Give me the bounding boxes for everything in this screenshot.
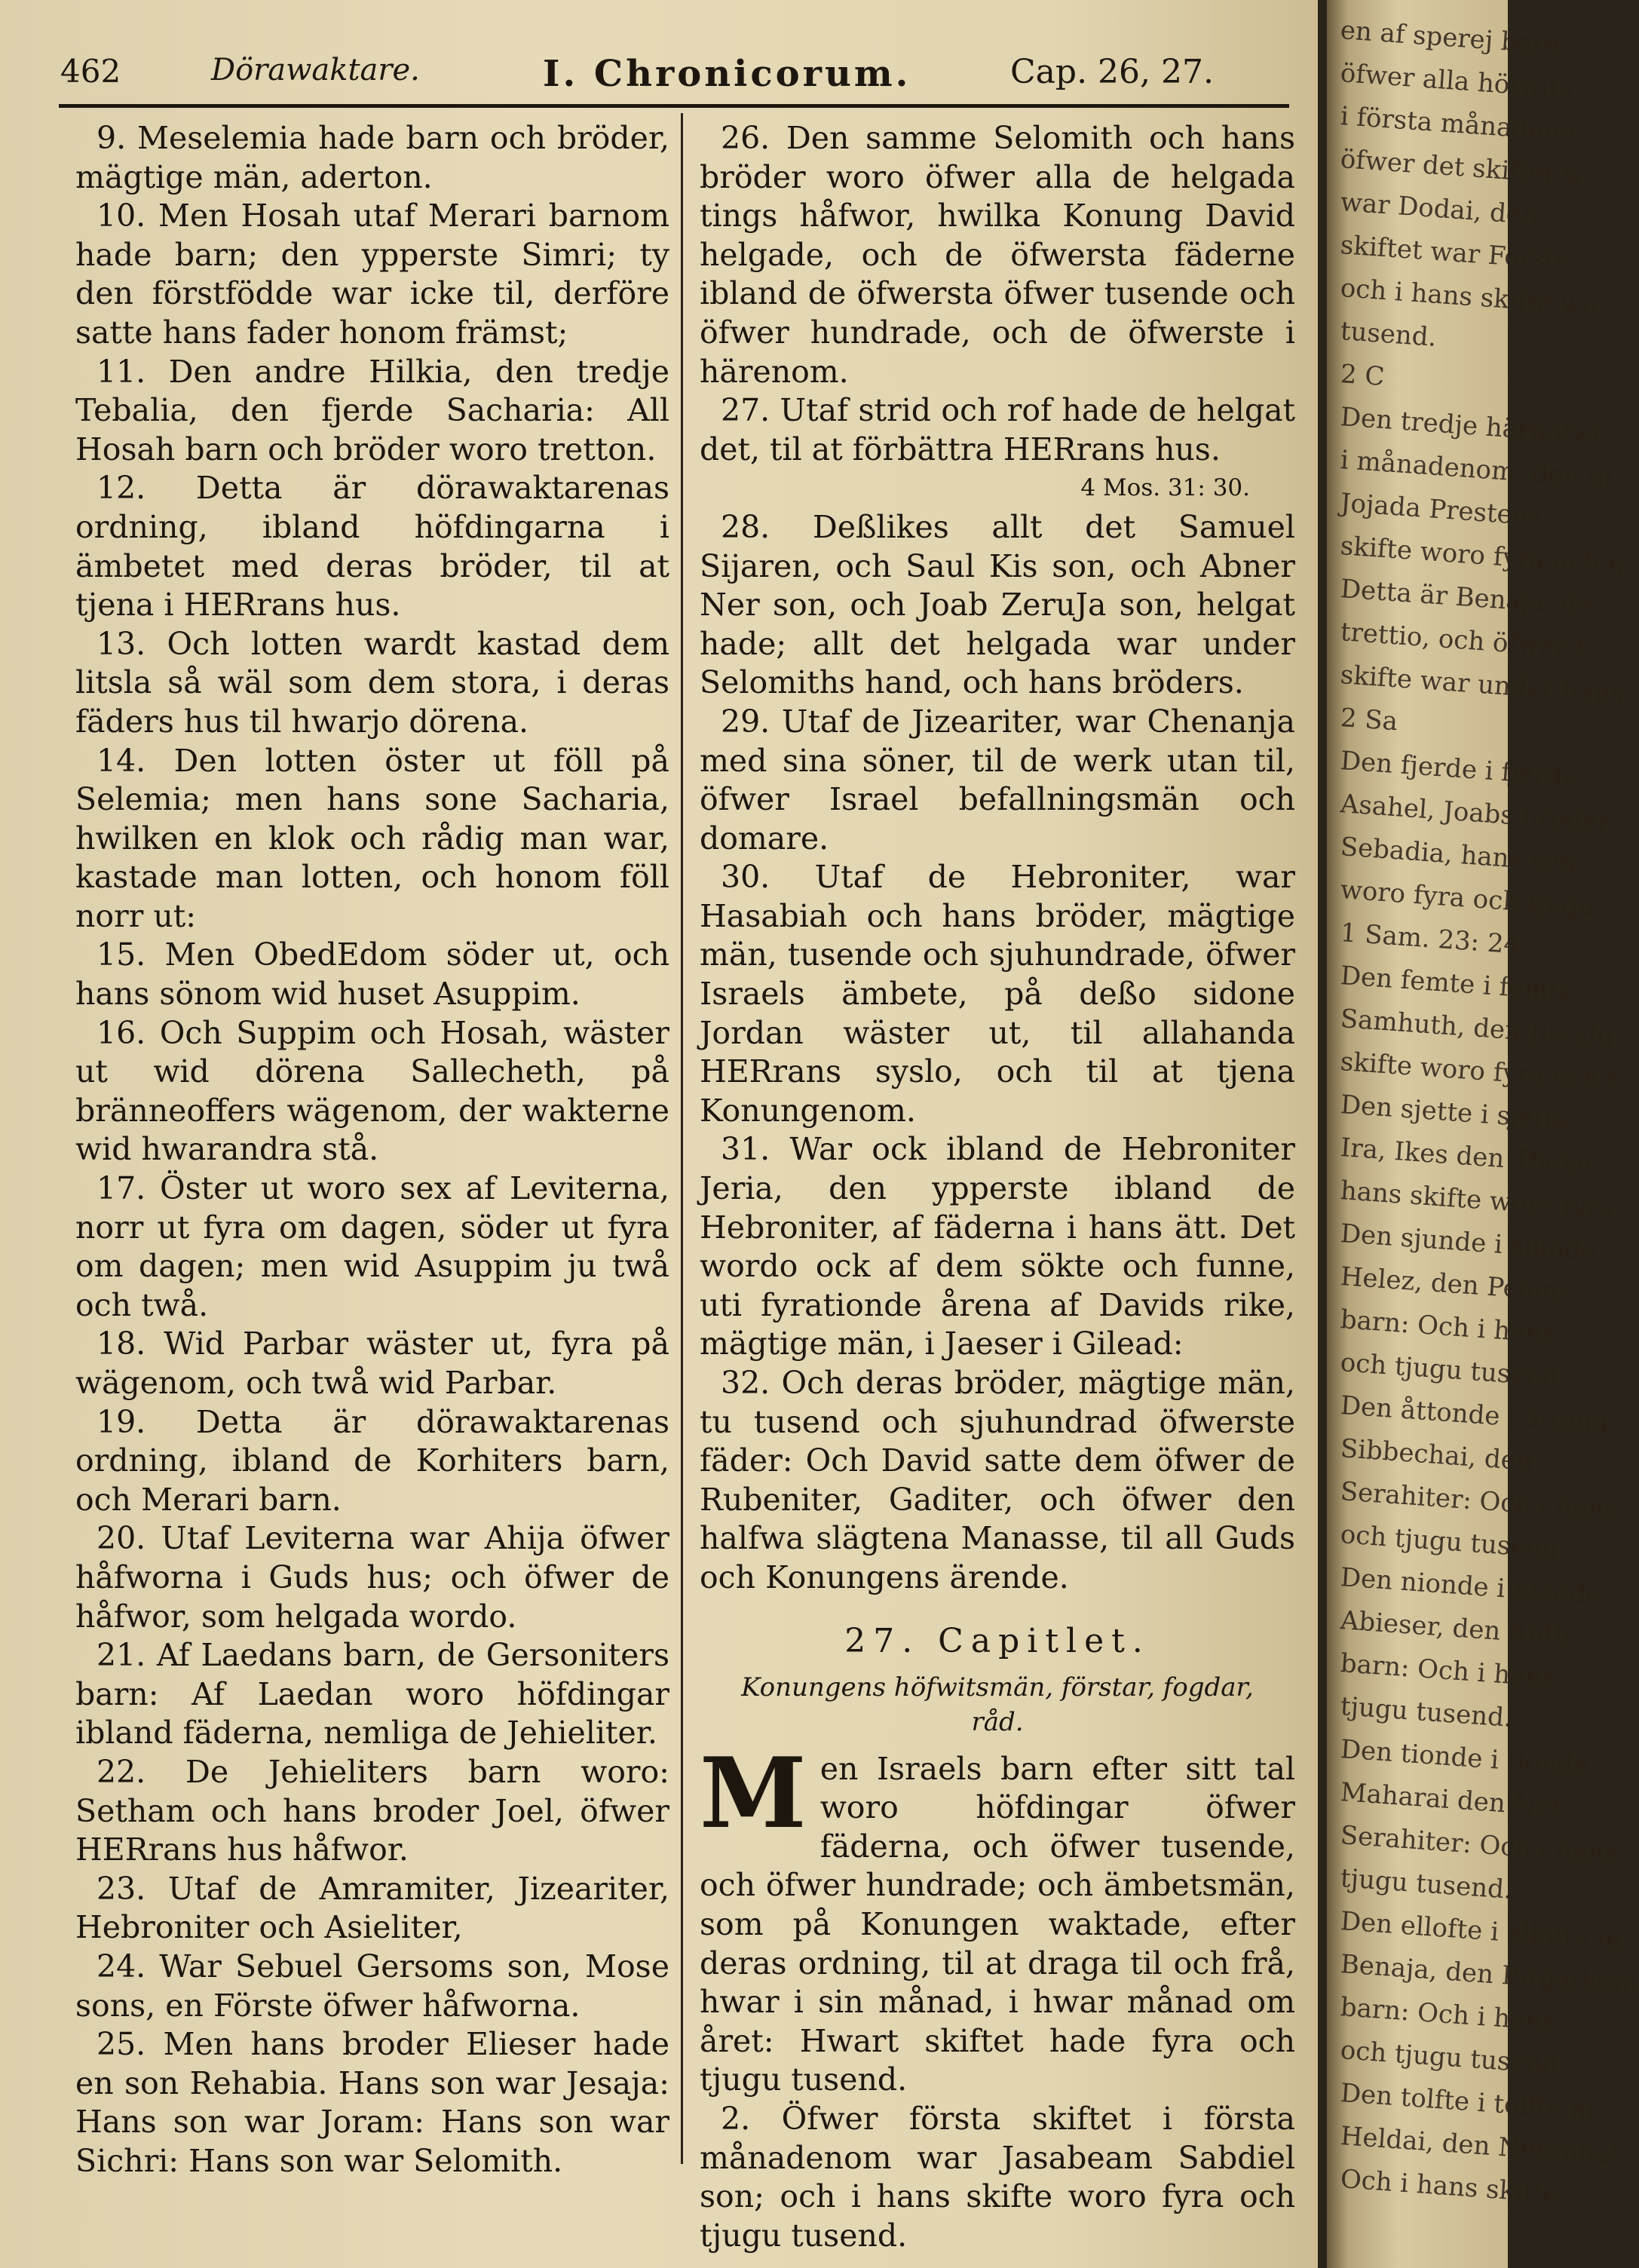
neighbor-text-line: Den tredje härhöfwi	[1339, 402, 1603, 451]
neighbor-text-line: Abieser, den Anth	[1339, 1605, 1572, 1652]
chapter-reference: Cap. 26, 27.	[1010, 53, 1214, 91]
neighbor-text-line: i första månadeno	[1339, 101, 1576, 148]
verse: 12. Detta är dörawaktarenas ordning, ibland höfdingarna i ämbetet med deras bröder, til at tjena i HERrans hus.	[75, 470, 669, 624]
verse: 27. Utaf strid och rof hade de helgat det, til at förbättra HERrans hus.	[700, 392, 1295, 467]
neighbor-text-line: och i hans skifte wo	[1339, 273, 1599, 321]
verse: 32. Och deras bröder, mägtige män, tu tusend och sjuhundrad öfwerste fäder: Och David satte dem öfwer de Rubeniter, Gaditer, och öfwer den halfwa slägtena Manasse, til all Guds och Konungens ärende.	[700, 1365, 1295, 1595]
neighbor-text-line: och tjugu tusend.	[1339, 1519, 1568, 1565]
neighbor-text-line: Jojada Prestens	[1339, 488, 1543, 532]
verse: 16. Och Suppim och Hosah, wäster ut wid dörena Sallecheth, på bränneoffers wägenom, der wakterne wid hwarandra stå.	[75, 1014, 669, 1168]
opening-text: en Israels barn efter sitt tal woro höfdingar öfwer fäderna, och öfwer tusende, och öfwer hundrade; och ämbetsmän, som på Konungen waktade, efter deras ordning, til at draga til och frå, hwar i sin månad, i hwar månad om året: Hwart skiftet hade fyra och tjugu tusend.	[700, 1750, 1295, 2098]
neighbor-text-line: Den tolfte i tolfte m	[1339, 2078, 1596, 2126]
right-column	[700, 119, 1295, 2255]
verse: 25. Men hans broder Elieser hade en son Rehabia. Hans son war Jesaja: Hans son war Joram: Hans son war Sichri: Hans son war Selomith.	[75, 2026, 669, 2179]
verse-2: 2. Öfwer första skiftet i första månadenom war Jasabeam Sabdiel son; och i hans skifte woro fyra och tjugu tusend.	[700, 2100, 1295, 2254]
verse: 26. Den samme Selomith och hans bröder woro öfwer alla de helgada tings håfwor, hwilka Konung David helgade, och de öfwersta fäderne ibland de öfwersta öfwer tusende och öfwer hundrade, och de öfwerste i härenom.	[700, 120, 1295, 390]
neighbor-text-line: skiftet war Förste	[1339, 230, 1572, 277]
verse: 31. War ock ibland de Hebroniter Jeria, den ypperste ibland de Hebroniter, af fäderna i hans ätt. Det wordo ock af dem sökte och funne, uti fyrationde årena af Davids rike, mägtige män, i Jaeser i Gilead:	[700, 1131, 1295, 1362]
verse: 13. Och lotten wardt kastad dem litsla så wäl som dem stora, i deras fäders hus til hwarjo dörena.	[75, 625, 669, 740]
verse: 17. Öster ut woro sex af Leviterna, norr ut fyra om dagen, söder ut fyra om dagen; men wid Asuppim ju twå och twå.	[75, 1170, 669, 1323]
neighbor-text-line: barn: Och i hans	[1339, 1304, 1556, 1350]
neighbor-text-line: Benaja, den Pirgathoni	[1339, 1949, 1639, 2000]
verse: 22. De Jehieliters barn woro: Setham och hans broder Joel, öfwer HERrans hus håfwor.	[75, 1753, 669, 1868]
verse: 21. Af Laedans barn, de Gersoniters barn: Af Laedan woro höfdingar ibland fäderna, nemliga de Jehieliter.	[75, 1637, 669, 1752]
verse: 11. Den andre Hilkia, den tredje Tebalia, den fjerde Sacharia: All Hosah barn och bröder woro tretton.	[75, 353, 669, 467]
neighbor-text-line: Heldai, den Netophat	[1339, 2121, 1621, 2171]
header-rule	[59, 104, 1289, 108]
verse: 30. Utaf de Hebroniter, war Hasabiah och hans bröder, mägtige män, tusende och sjuhundrade, öfwer Israels ämbete, på deßo sidone Jordan wäster ut, til allahanda HERrans syslo, och til at tjena Konungenom.	[700, 859, 1295, 1129]
neighbor-text-line: Serahiter: Och i hans	[1339, 1820, 1619, 1870]
neighbor-text-line: 1 Sam. 23: 24.	[1339, 918, 1530, 961]
verse: 15. Men ObedEdom söder ut, och hans sönom wid huset Asuppim.	[75, 936, 669, 1013]
neighbor-text-line: och tjugu tusend.	[1339, 2035, 1568, 2081]
neighbor-text-line: Den femte i femte	[1339, 961, 1575, 1007]
left-heading: Dörawaktare.	[211, 53, 420, 87]
verse: 24. War Sebuel Gersoms son, Mose sons, en Förste öfwer håfworna.	[75, 1948, 669, 2024]
neighbor-text-line: öfwer det skiftet w	[1339, 144, 1586, 192]
neighbor-text-line: woro fyra och tjugu	[1339, 875, 1596, 923]
neighbor-text-line: Den nionde i nionde	[1339, 1562, 1603, 1611]
verse: 18. Wid Parbar wäster ut, fyra på wägenom, och twå wid Parbar.	[75, 1326, 669, 1401]
drop-cap: M	[700, 1736, 807, 1850]
cross-reference: 4 Mos. 31: 30.	[1080, 474, 1250, 502]
neighbor-text-line: tjugu tusend.	[1339, 1863, 1514, 1905]
verses-26-27	[700, 119, 1295, 469]
verse: 23. Utaf de Amramiter, Jizeariter, Hebroniter och Asieliter,	[75, 1870, 669, 1946]
book-title: I. Chronicorum.	[543, 53, 911, 95]
neighbor-text-line: Detta är Benaja, de	[1339, 574, 1594, 622]
neighbor-text-line: tjugu tusend.	[1339, 1691, 1514, 1733]
neighbor-text-line: 2 Sa	[1339, 703, 1399, 737]
neighbor-text-line: öfwer alla höfwits	[1339, 58, 1574, 105]
neighbor-text-line: skifte war under hans	[1339, 660, 1625, 710]
neighbor-text-line: en af sperej barn	[1339, 15, 1563, 61]
neighbor-text-line: Sibbechai, den	[1339, 1433, 1534, 1477]
neighbor-text-line: Den tionde i tionde	[1339, 1734, 1590, 1782]
verses-28-32	[700, 508, 1295, 1598]
neighbor-text-line: Den åttonde i åttond	[1339, 1390, 1610, 1439]
neighbor-text-line: Ira, Ikes den Theko	[1339, 1132, 1593, 1181]
verse: 14. Den lotten öster ut föll på Selemia; men hans sone Sacharia, hwilken en klok och rådig man war, kastade man lotten, och honom föll norr ut:	[75, 742, 669, 934]
neighbor-text-line: Maharai den Net	[1339, 1777, 1563, 1823]
neighbor-text-line: Sebadia, hans son:	[1339, 832, 1585, 879]
neighbor-text-line: i månadenom, den öf	[1339, 445, 1614, 495]
neighbor-text-line: och tjugu tusend.	[1339, 1347, 1568, 1393]
neighbor-text-line: Den fjerde i fjerde	[1339, 746, 1579, 792]
neighbor-text-line: skifte woro fyra och tj	[1339, 531, 1627, 581]
neighbor-text-line: Den sjunde i sjunde	[1339, 1218, 1598, 1267]
verse: 28. Deßlikes allt det Samuel Sijaren, och Saul Kis son, och Abner Ner son, och Joab ZeruJa son, helgat hade; allt det helgada war under Selomiths hand, och hans bröders.	[700, 508, 1295, 701]
running-header	[53, 45, 1289, 98]
verse: 9. Meselemia hade barn och bröder, mägtige män, aderton.	[75, 120, 669, 195]
neighbor-text-line: Samhuth, den Jisrahi	[1339, 1004, 1615, 1053]
chapter-opening	[700, 1736, 1295, 2100]
neighbor-text-line: barn: Och i hans	[1339, 1648, 1556, 1693]
neighbor-text-line: barn: Och i hans	[1339, 1992, 1556, 2037]
neighbor-text-line: hans skifte woro fyra	[1339, 1175, 1616, 1225]
neighbor-text-line: war Dodai, den	[1339, 187, 1539, 231]
verse: 19. Detta är dörawaktarenas ordning, ibland de Korhiters barn, och Merari barn.	[75, 1403, 669, 1518]
neighbor-text-line: Serahiter: Och i hans	[1339, 1476, 1619, 1526]
column-divider	[681, 113, 683, 2164]
neighbor-text-line: Den sjette i sjette	[1339, 1090, 1570, 1136]
neighbor-text-line: Asahel, Joabs broder	[1339, 789, 1611, 838]
verse: 29. Utaf de Jizeariter, war Chenanja med sina söner, til de werk utan til, öfwer Israel befallningsmän och domare.	[700, 703, 1295, 857]
chapter-summary: Konungens höfwitsmän, förstar, fogdar, råd.	[741, 1672, 1254, 1737]
adjacent-page-edge	[1327, 0, 1639, 2268]
verse: 10. Men Hosah utaf Merari barnom hade barn; den ypperste Simri; ty den förstfödde war icke til, derföre satte hans fader honom främst;	[75, 198, 669, 351]
neighbor-text-line: Den ellofte i ellofte m	[1339, 1906, 1622, 1956]
neighbor-text-line: Och i hans skifte	[1339, 2164, 1559, 2210]
neighbor-text-line: 2 C	[1339, 359, 1386, 393]
left-column	[75, 119, 669, 2181]
neighbor-text-line: Helez, den Peloni	[1339, 1261, 1568, 1307]
page-number: 462	[60, 53, 121, 90]
neighbor-text-line: tusend.	[1339, 316, 1438, 353]
verse: 20. Utaf Leviterna war Ahija öfwer håfworna i Guds hus; och öfwer de håfwor, som helgada wordo.	[75, 1520, 669, 1635]
neighbor-text-line: trettio, och öfwer t	[1339, 617, 1587, 664]
neighbor-text-line: skifte woro fyra och t	[1339, 1047, 1619, 1096]
chapter-heading: 27. Capitlet.	[844, 1621, 1150, 1660]
